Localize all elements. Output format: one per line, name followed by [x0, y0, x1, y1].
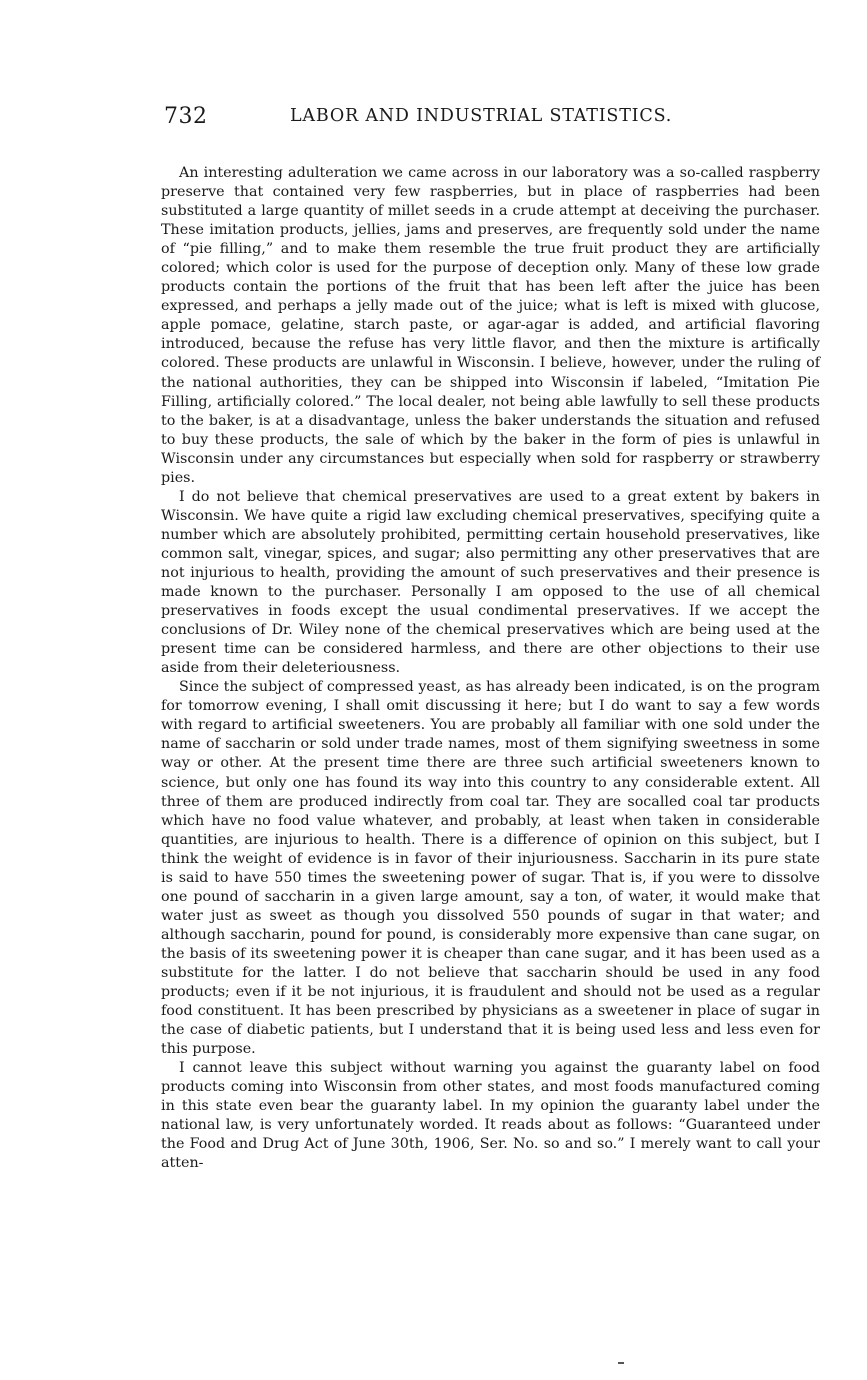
running-title: LABOR AND INDUSTRIAL STATISTICS.: [290, 106, 673, 126]
paragraph-guaranty-label: I cannot leave this subject without warning you against the guaranty label on food products coming into Wisconsin from other states, and most foods manufactured coming in this state even bear the guaranty label. In my opinion the guaranty label under the national law, is very unfortunately worded. It reads about as follows: “Guaranteed under the Food and Drug Act of June 30th, 1906, Ser. No. so and so.” I merely want to call your atten-: [161, 1060, 820, 1172]
paragraph-adulteration: An interesting adulteration we came across in our laboratory was a so-called raspberry preserve that contained very few raspberries, but in place of raspberries had been substituted a large quantity of millet seeds in a crude attempt at deceiving the purchaser. These imitation products, jellies, jams and preserves, are frequently sold under the name of “pie filling,” and to make them resemble the true fruit product they are artificially colored; which color is used for the purpose of deception only. Many of these low grade products contain the portions of the fruit that has been left after the juice has been expressed, and perhaps a jelly made out of the juice; what is left is mixed with glucose, apple pomace, gelatine, starch paste, or agar-agar is added, and artificial flavoring introduced, because the refuse has very little flavor, and then the mixture is artifically colored. These products are unlawful in Wisconsin. I believe, however, under the ruling of the national authorities, they can be shipped into Wisconsin if labeled, “Imitation Pie Filling, artificially colored.” The local dealer, not being able lawfully to sell these products to the baker, is at a disadvantage, unless the baker understands the situation and refused to buy these products, the sale of which by the baker in the form of pies is unlawful in Wisconsin under any circumstances but especially when sold for raspberry or strawberry pies.: [161, 165, 820, 486]
page-header: [164, 104, 820, 134]
paragraph-preservatives: I do not believe that chemical preservatives are used to a great extent by bakers in Wisconsin. We have quite a rigid law excluding chemical preservatives, specifying quite a number which are absolutely prohibited, permitting certain household preservatives, like common salt, vinegar, spices, and sugar; also permitting any other preservatives that are not injurious to health, providing the amount of such preservatives and their presence is made known to the purchaser. Personally I am opposed to the use of all chemical preservatives in foods except the usual condimental preservatives. If we accept the conclusions of Dr. Wiley none of the chemical preservatives which are being used at the present time can be considered harmless, and there are other objections to their use aside from their deleteriousness.: [161, 488, 820, 677]
page-number: 732: [164, 104, 208, 129]
paragraph-sweeteners: Since the subject of compressed yeast, as has already been indicated, is on the program for tomorrow evening, I shall omit discussing it here; but I do want to say a few words with regard to artificial sweeteners. You are probably all familiar with one sold under the name of saccharin or sold under trade names, most of them signifying sweetness in some way or other. At the present time there are three such artificial sweeteners known to science, but only one has found its way into this country to any considerable extent. All three of them are produced indirectly from coal tar. They are socalled coal tar products which have no food value whatever, and probably, at least when taken in considerable quantities, are injurious to health. There is a difference of opinion on this subject, but I think the weight of evidence is in favor of their injuriousness. Saccharin in its pure state is said to have 550 times the sweetening power of sugar. That is, if you were to dissolve one pound of saccharin in a given large amount, say a ton, of water, it would make that water just as sweet as though you dissolved 550 pounds of sugar in that water; and although saccharin, pound for pound, is considerably more expensive than cane sugar, on the basis of its sweetening power it is cheaper than cane sugar, and it has been used as a substitute for the latter. I do not believe that saccharin should be used in any food products; even if it be not injurious, it is fraudulent and should not be used as a regular food constituent. It has been prescribed by physicians as a sweetener in place of sugar in the case of diabetic patients, but I understand that it is being used less and less even for this purpose.: [161, 679, 821, 1058]
scan-speck: [618, 1362, 624, 1364]
body-text: [161, 164, 820, 1173]
